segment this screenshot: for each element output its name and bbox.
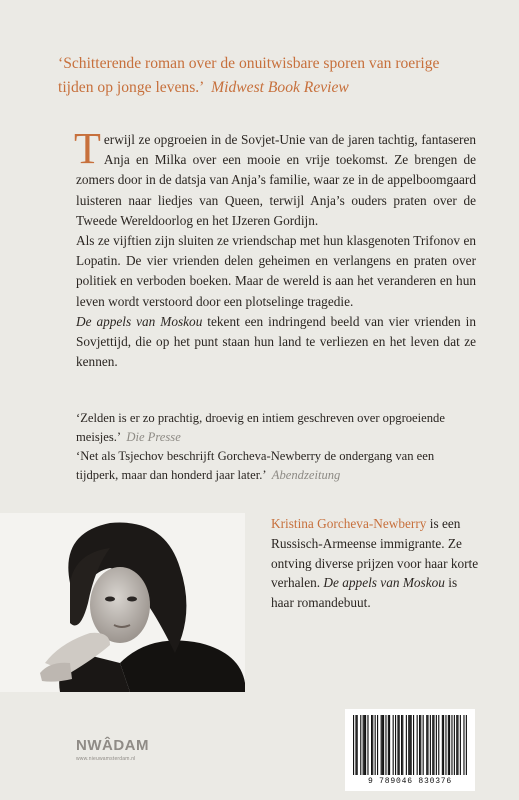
drop-cap: T xyxy=(74,124,101,173)
barcode-bar xyxy=(417,715,418,775)
barcode-bar xyxy=(383,715,384,775)
barcode-bar xyxy=(401,715,402,775)
barcode-bar xyxy=(393,715,394,775)
barcode-bar xyxy=(406,715,407,775)
blurb-p2-text: Als ze vijftien zijn sluiten ze vriendschap met hun klasgenoten Trifonov en Lopatin. De vier vrienden delen geheimen en verlangens en praten over politiek en verboden boeken. Maar de wereld is aan het veranderen en hun leven wordt verstoord door een plotselinge tragedie. xyxy=(76,233,476,309)
book-title-inline: De appels van Moskou xyxy=(76,313,203,329)
barcode-bar xyxy=(388,715,389,775)
author-bio-line2: is haar romandebuut. xyxy=(271,575,458,611)
barcode-bar xyxy=(419,715,420,775)
barcode-bar xyxy=(385,715,386,775)
barcode-bar xyxy=(423,715,424,775)
barcode-bar xyxy=(445,715,446,775)
publisher-url: www.nieuwamsterdam.nl xyxy=(76,756,136,762)
barcode-bar xyxy=(402,715,403,775)
publisher-logo: NWÂDAM xyxy=(76,737,149,754)
barcode-bar xyxy=(375,715,376,775)
review-quote-abendzeitung xyxy=(76,447,476,485)
barcode-bar xyxy=(371,715,372,775)
blurb-p3-text: tekent een indringend beeld van vier vrienden in Sovjettijd, die op het punt staan hun land te verliezen en het leven dat ze kennen. xyxy=(76,313,476,370)
barcode-bar xyxy=(456,715,457,775)
barcode-bar xyxy=(360,715,361,775)
author-bio xyxy=(271,514,481,613)
barcode-bar xyxy=(466,715,467,775)
barcode-bar xyxy=(460,715,461,775)
quote3-source: Abendzeitung xyxy=(271,468,341,482)
barcode-bar xyxy=(413,715,414,775)
author-name: Kristina Gorcheva-Newberry xyxy=(271,516,427,531)
blurb-paragraph-1 xyxy=(74,124,476,231)
barcode-bar xyxy=(382,715,383,775)
barcode-bar xyxy=(451,715,452,775)
author-photo xyxy=(0,513,245,692)
barcode-bar xyxy=(448,715,449,775)
barcode-bar xyxy=(399,715,400,775)
barcode-bar xyxy=(365,715,366,775)
barcode-bar xyxy=(363,715,364,775)
barcode-bar xyxy=(377,715,378,775)
top-quote-text: ‘Schitterende roman over de onuitwisbare sporen van roerige tijden op jonge levens.’ xyxy=(58,55,440,96)
barcode-bar xyxy=(355,715,356,775)
barcode-bar xyxy=(432,715,433,775)
author-portrait-image xyxy=(0,513,245,692)
author-bio-line1: is een Russisch-Armeense immigrante. Ze ontving diverse prijzen voor haar korte verhalen. xyxy=(271,516,479,591)
barcode-bar xyxy=(463,715,464,775)
barcode-bars xyxy=(353,715,467,775)
blurb xyxy=(74,124,476,372)
blurb-paragraph-3 xyxy=(76,312,476,373)
review-quote-die-presse xyxy=(76,409,476,447)
barcode-bar xyxy=(454,715,455,775)
isbn-number: 9 789046 830376 xyxy=(367,777,452,786)
barcode-bar xyxy=(433,715,434,775)
barcode-bar xyxy=(442,715,443,775)
barcode-bar xyxy=(426,715,427,775)
barcode-bar xyxy=(457,715,458,775)
barcode-bar xyxy=(372,715,373,775)
quote2-text: ‘Zelden is er zo prachtig, droevig en intiem geschreven over opgroeiende meisjes.’ xyxy=(76,411,445,444)
quote3-text: ‘Net als Tsjechov beschrijft Gorcheva-Newberry de ondergang van een tijdperk, maar dan honderd jaar later.’ xyxy=(76,449,435,482)
top-quote-source: Midwest Book Review xyxy=(211,79,349,96)
blurb-p1-text: erwijl ze opgroeien in de Sovjet-Unie van de jaren tachtig, fantaseren Anja en Milka over een mooie en vrije toekomst. Ze brengen de zomers door in de datsja van Anja’s familie, waar ze in de appelboomgaard luisteren naar liedjes van Queen, terwijl Anja’s ouders praten over de Tweede Wereldoorlog en het IJzeren Gordijn. xyxy=(76,132,476,228)
barcode-bar xyxy=(438,715,439,775)
barcode-bar xyxy=(411,715,412,775)
barcode-bar xyxy=(409,715,410,775)
barcode-bar xyxy=(443,715,444,775)
barcode-bar xyxy=(357,715,358,775)
barcode-bar xyxy=(420,715,421,775)
top-review-quote xyxy=(58,52,478,100)
barcode-bar xyxy=(427,715,428,775)
isbn-barcode xyxy=(345,709,475,791)
barcode-bar xyxy=(367,715,368,775)
barcode-bar xyxy=(397,715,398,775)
barcode-bar xyxy=(353,715,354,775)
barcode-bar xyxy=(381,715,382,775)
barcode-bar xyxy=(364,715,365,775)
barcode-bar xyxy=(436,715,437,775)
author-bio-book-title: De appels van Moskou xyxy=(323,575,445,591)
barcode-bar xyxy=(395,715,396,775)
barcode-bar xyxy=(430,715,431,775)
quote2-source: Die Presse xyxy=(126,430,181,444)
blurb-paragraph-2 xyxy=(76,231,476,312)
barcode-bar xyxy=(449,715,450,775)
barcode-bar xyxy=(389,715,390,775)
barcode-bar xyxy=(408,715,409,775)
